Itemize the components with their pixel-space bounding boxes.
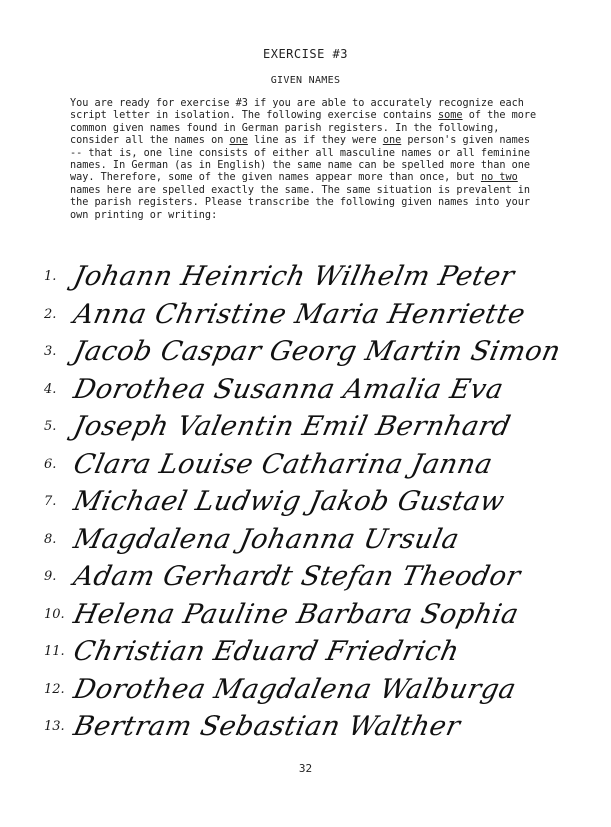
row-number: 7. xyxy=(44,494,57,510)
intro-underline-one-a: one xyxy=(229,135,248,147)
row-number: 9. xyxy=(44,569,57,585)
row-number: 6. xyxy=(44,456,57,472)
row-script-names: Magdalena Johanna Ursula xyxy=(70,523,463,555)
row-number: 2. xyxy=(44,306,57,322)
row-number: 13. xyxy=(44,719,65,735)
name-row-7 xyxy=(44,483,584,521)
intro-text-2: of the more common given names found in German parish registers. In the following, consider all the names on xyxy=(70,110,537,147)
intro-text-4: person's given names -- that is, one line consists of either all masculine names or all feminine names. In German (as in English) the same name can be spelled more than one way. Therefore, some of the given names appear more than once, but xyxy=(70,135,531,184)
exercise-title: EXERCISE #3 xyxy=(263,47,348,61)
row-script-names: Dorothea Susanna Amalia Eva xyxy=(70,373,507,405)
row-script-names: Bertram Sebastian Walther xyxy=(70,711,464,743)
intro-text-5: names here are spelled exactly the same. The same situation is prevalent in the parish registers. Please transcribe the following given names into your own printing or writing: xyxy=(70,184,531,221)
row-number: 4. xyxy=(44,381,57,397)
page-number: 32 xyxy=(298,762,313,775)
name-row-6 xyxy=(44,446,584,484)
row-script-names: Dorothea Magdalena Walburga xyxy=(70,673,519,705)
name-row-5 xyxy=(44,408,584,446)
name-row-3 xyxy=(44,333,584,371)
name-row-4 xyxy=(44,371,584,409)
row-number: 1. xyxy=(44,269,57,285)
script-names-list xyxy=(44,258,584,746)
name-row-13 xyxy=(44,708,584,746)
intro-text-1: You are ready for exercise #3 if you are able to accurately recognize each script letter in isolation. The following exercise contains xyxy=(70,98,524,122)
row-script-names: Anna Christine Maria Henriette xyxy=(70,298,529,330)
intro-text-3: line as if they were xyxy=(247,135,383,147)
row-script-names: Christian Eduard Friedrich xyxy=(70,636,463,668)
name-row-12 xyxy=(44,671,584,709)
row-number: 3. xyxy=(44,344,57,360)
name-row-10 xyxy=(44,596,584,634)
row-script-names: Michael Ludwig Jakob Gustaw xyxy=(70,486,508,518)
section-title: GIVEN NAMES xyxy=(270,75,341,86)
name-row-11 xyxy=(44,633,584,671)
name-row-8 xyxy=(44,521,584,559)
row-number: 12. xyxy=(44,681,65,697)
row-script-names: Helena Pauline Barbara Sophia xyxy=(70,598,522,630)
name-row-2 xyxy=(44,296,584,334)
name-row-9 xyxy=(44,558,584,596)
name-row-1 xyxy=(44,258,584,296)
intro-paragraph xyxy=(70,98,540,222)
row-script-names: Clara Louise Catharina Janna xyxy=(70,448,496,480)
row-script-names: Joseph Valentin Emil Bernhard xyxy=(70,411,514,443)
row-number: 8. xyxy=(44,531,57,547)
row-number: 10. xyxy=(44,606,65,622)
row-number: 5. xyxy=(44,419,57,435)
row-script-names: Johann Heinrich Wilhelm Peter xyxy=(70,261,518,293)
intro-underline-one-b: one xyxy=(382,135,402,147)
intro-underline-no-two: no two xyxy=(480,172,518,184)
row-script-names: Jacob Caspar Georg Martin Simon xyxy=(70,336,564,368)
row-number: 11. xyxy=(44,644,65,660)
row-script-names: Adam Gerhardt Stefan Theodor xyxy=(70,561,524,593)
intro-underline-some: some xyxy=(438,110,463,122)
